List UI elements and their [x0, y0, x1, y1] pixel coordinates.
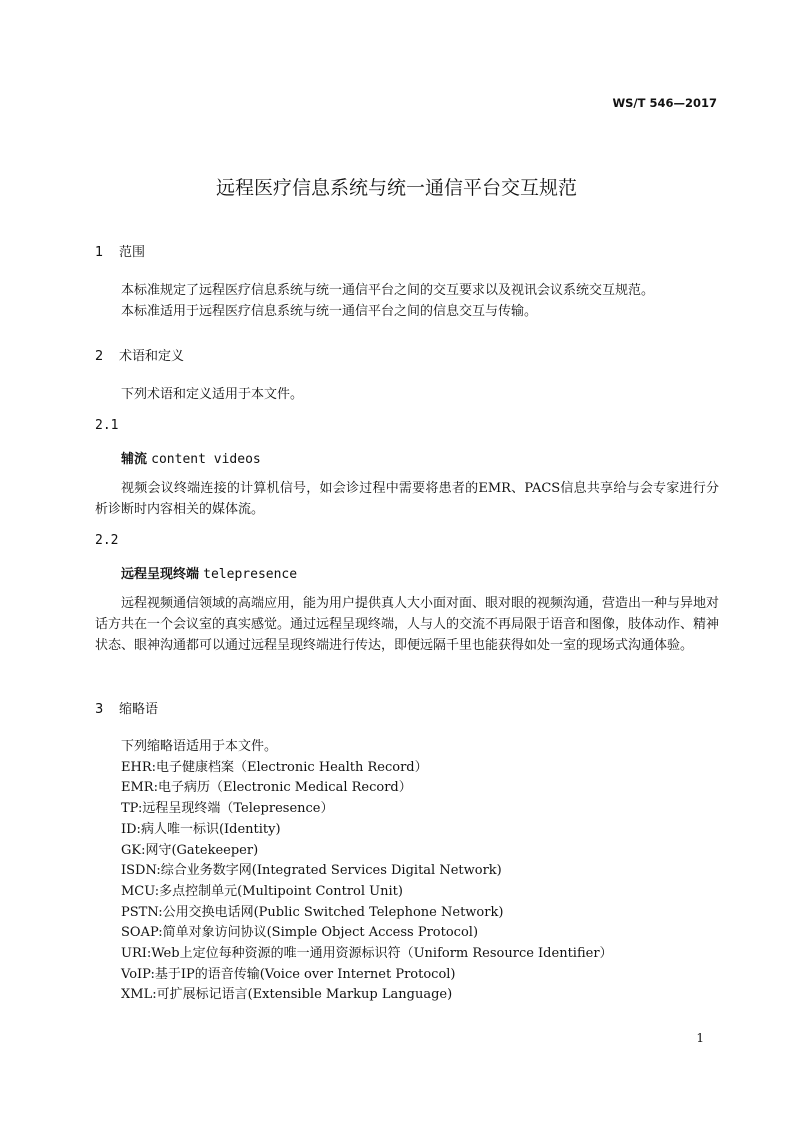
list-item: GK:网守(Gatekeeper)	[121, 842, 259, 858]
term-entry	[121, 563, 297, 582]
section-3-heading	[95, 698, 158, 717]
list-item: TP:远程呈现终端（Telepresence）	[121, 801, 334, 817]
section-title: 缩略语	[119, 702, 159, 717]
term-chinese: 辅流	[121, 452, 148, 467]
term-definition: 视频会议终端连接的计算机信号，如会诊过程中需要将患者的EMR、PACS信息共享给与会专家进行分析诊断时内容相关的媒体流。	[95, 481, 719, 517]
abbreviations-intro: 下列缩略语适用于本文件。	[121, 739, 278, 754]
document-title: 远程医疗信息系统与统一通信平台交互规范	[215, 177, 577, 199]
section-number: 1	[95, 245, 104, 260]
term-chinese: 远程呈现终端	[121, 567, 200, 582]
scope-paragraph-1: 本标准规定了远程医疗信息系统与统一通信平台之间的交互要求以及视讯会议系统交互规范。	[121, 283, 655, 298]
clause-number: 2.1	[95, 418, 119, 433]
list-item: XML:可扩展标记语言(Extensible Markup Language)	[121, 987, 453, 1003]
list-item: MCU:多点控制单元(Multipoint Control Unit)	[121, 883, 403, 899]
scope-paragraph-2: 本标准适用于远程医疗信息系统与统一通信平台之间的信息交互与传输。	[121, 304, 538, 319]
list-item: EHR:电子健康档案（Electronic Health Record）	[121, 759, 428, 775]
clause-number: 2.2	[95, 533, 119, 548]
list-item: EMR:电子病历（Electronic Medical Record）	[121, 780, 412, 796]
list-item: URI:Web上定位每种资源的唯一通用资源标识符（Uniform Resource Identifier）	[121, 946, 613, 962]
page-number: 1	[696, 1031, 704, 1045]
list-item: SOAP:简单对象访问协议(Simple Object Access Protocol)	[121, 925, 479, 941]
abbreviations-list	[121, 737, 741, 1006]
list-item: PSTN:公用交换电话网(Public Switched Telephone Network)	[121, 904, 504, 920]
term-english: content videos	[151, 452, 261, 467]
list-item: VoIP:基于IP的语音传输(Voice over Internet Protocol)	[121, 966, 456, 982]
section-title: 范围	[119, 245, 146, 260]
list-item: ISDN:综合业务数字网(Integrated Services Digital Network)	[121, 863, 502, 879]
section-2-heading	[95, 345, 184, 364]
term-definition: 远程视频通信领域的高端应用，能为用户提供真人大小面对面、眼对眼的视频沟通，营造出一种与异地对话方共在一个会议室的真实感觉。通过远程呈现终端，人与人的交流不再局限于语音和图像，肢体动作、精神状态、眼神沟通都可以通过远程呈现终端进行传达，即便远隔千里也能获得如处一室的现场式沟通体验。	[95, 596, 720, 653]
standard-code: WS/T 546—2017	[612, 96, 717, 110]
section-number: 3	[95, 702, 104, 717]
list-item: ID:病人唯一标识(Identity)	[121, 821, 281, 837]
term-entry	[121, 448, 261, 467]
section-title: 术语和定义	[119, 349, 185, 364]
section-1-heading	[95, 241, 145, 260]
term-english: telepresence	[203, 567, 298, 582]
section-number: 2	[95, 349, 104, 364]
terms-intro: 下列术语和定义适用于本文件。	[121, 387, 304, 402]
